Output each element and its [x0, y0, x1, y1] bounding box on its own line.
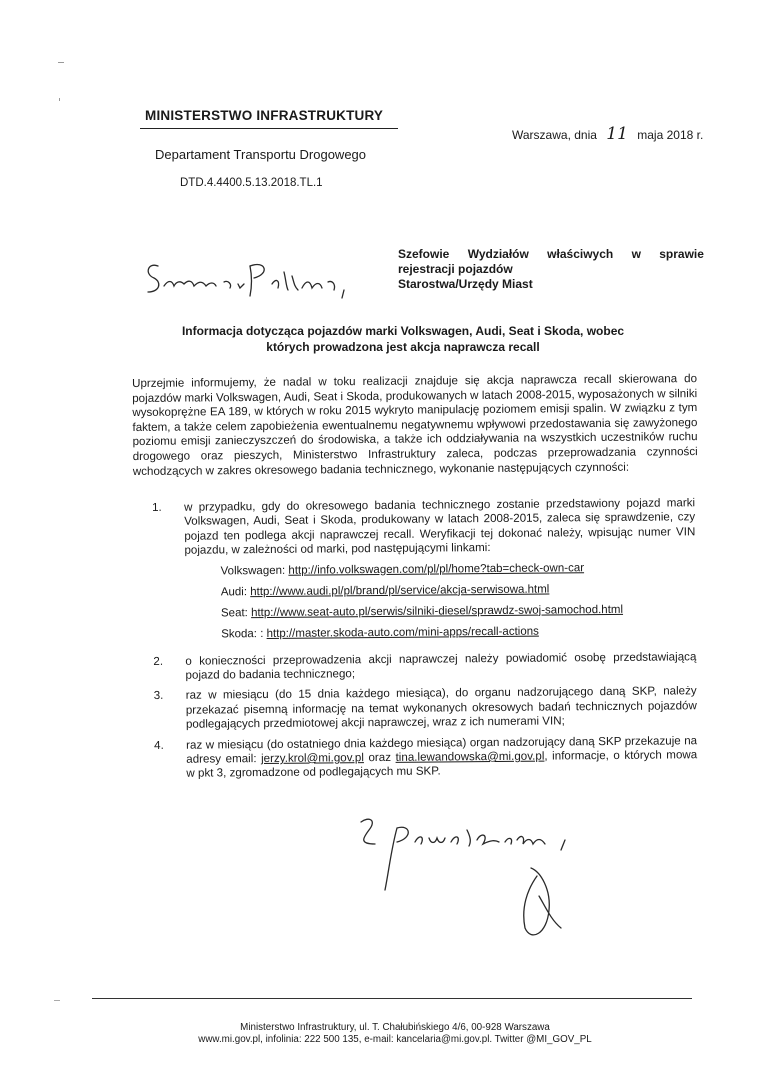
recall-link-seat[interactable]: http://www.seat-auto.pl/serwis/silniki-diesel/sprawdz-swoj-samochod.html: [250, 603, 624, 619]
addressee-word: Wydziałów: [467, 247, 529, 261]
list-item-text: raz w miesiącu (do 15 dnia każdego miesiąca), do organu nadzorującego daną SKP, należy przekazać pisemną informację na temat wykonanych okresowych badań technicznych pojazdów podlegających przedmiotowej akcji naprawczej, wraz z ich numerami VIN;: [185, 684, 697, 731]
list-item: [151, 650, 696, 684]
place: Warszawa, dnia: [512, 128, 597, 142]
margin-mark: [59, 98, 64, 101]
brand-label: Volkswagen:: [220, 564, 286, 578]
footer-contact: www.mi.gov.pl, infolinia: 222 500 135, e-mail: kancelaria@mi.gov.pl. Twitter @MI_GOV_PL: [198, 1034, 592, 1045]
recall-link-volkswagen[interactable]: http://info.volkswagen.com/pl/pl/home?tab=check-own-car: [288, 561, 585, 577]
addressee-word: w: [631, 247, 641, 261]
recall-links: [185, 560, 697, 648]
email-link-1[interactable]: jerzy.krol@mi.gov.pl: [261, 751, 364, 766]
addressee-word: Szefowie: [398, 247, 450, 261]
place-date: [512, 124, 703, 144]
addressee-block: [398, 247, 704, 292]
addressee-word: właściwych: [547, 247, 614, 261]
list-item-text: raz w miesiącu (do ostatniego dnia każdego miesiąca) organ nadzorujący daną SKP przekazuje na adresy email:: [186, 733, 698, 766]
brand-label: Audi:: [220, 585, 248, 599]
month-year: maja 2018 r.: [637, 128, 704, 142]
reference-number: DTD.4.4400.5.13.2018.TL.1: [180, 177, 323, 189]
brand-label: Skoda: :: [221, 627, 264, 641]
list-item-text: oraz: [368, 750, 392, 765]
list-item-text: , informacje, o których mowa w pkt 3, zgromadzone od podlegających mu SKP.: [186, 748, 698, 781]
footer-address: Ministerstwo Infrastruktury, ul. T. Chałubińskiego 4/6, 00-928 Warszawa: [240, 1022, 550, 1033]
body-paragraph: Uprzejmie informujemy, że nadal w toku realizacji znajduje się akcja naprawcza recall skierowana do pojazdów marki Volkswagen, Audi, Seat i Skoda, produkowanych w latach 2008-2015, wyposażonych w silniki wysokoprężne EA 189, w których w roku 2015 wykryto manipulację poziomem emisji spalin. W związku z tym faktem, a także celem zapobieżenia ewentualnemu negatywnemu wpływowi przedostawania się zawyżonego poziomu emisji zanieczyszczeń do środowiska, a także ich oddziaływania na wszystkich uczestników ruchu drogowego oraz pieszych, Ministerstwo Infrastruktury zaleca, podczas przeprowadzania czynności wchodzących w zakres okresowego badania technicznego, wykonanie następujących czynności:: [132, 372, 698, 478]
department-name: Departament Transportu Drogowego: [155, 147, 367, 162]
list-item-text: w przypadku, gdy do okresowego badania technicznego zostanie przedstawiony pojazd marki Volkswagen, Audi, Seat i Skoda, produkowany w latach 2008-2015, zaleca się sprawdzenie, czy pojazd ten podlega akcji naprawczej recall. Weryfikacji tej dokonać należy, wpisując numer VIN pojazdu, w zależności od marki, pod następującymi linkami:: [183, 496, 696, 557]
link-row: [221, 623, 696, 648]
recall-link-skoda[interactable]: http://master.skoda-auto.com/mini-apps/recall-actions: [266, 625, 539, 640]
list-item: [150, 496, 696, 648]
subject-heading: Informacja dotycząca pojazdów marki Volkswagen, Audi, Seat i Skoda, wobec których prowadzona jest akcja naprawcza recall: [181, 324, 625, 354]
addressee-line-2: rejestracji pojazdów: [398, 262, 513, 276]
recall-link-audi[interactable]: http://www.audi.pl/pl/brand/pl/service/akcja-serwisowa.html: [250, 583, 550, 598]
list-item-text: o konieczności przeprowadzenia akcji naprawczej należy powiadomić osobę przedstawiającą pojazd do badania technicznego;: [185, 649, 697, 682]
addressee-word: sprawie: [659, 247, 704, 261]
ministry-name: MINISTERSTWO INFRASTRUKTURY: [145, 108, 384, 123]
margin-mark: [54, 1000, 60, 1001]
addressee-line-1: [398, 247, 704, 262]
list-item: [152, 734, 697, 782]
handwritten-salutation: [140, 252, 380, 312]
list-number: 3.: [153, 689, 164, 703]
list-number: 4.: [154, 738, 164, 752]
addressee-line-3: Starostwa/Urzędy Miast: [398, 277, 533, 291]
footer: [180, 1022, 610, 1046]
list-number: 1.: [151, 500, 162, 514]
handwritten-closing-and-signature: [355, 810, 605, 950]
list-item: [152, 685, 697, 733]
action-list: [150, 496, 697, 788]
list-number: 2.: [153, 654, 164, 668]
email-link-2[interactable]: tina.lewandowska@mi.gov.pl: [395, 749, 545, 764]
footer-divider: [92, 998, 692, 999]
brand-label: Seat:: [220, 606, 248, 620]
handwritten-day: 11: [606, 124, 628, 144]
header-underline: [140, 128, 398, 129]
margin-mark: [58, 62, 64, 63]
